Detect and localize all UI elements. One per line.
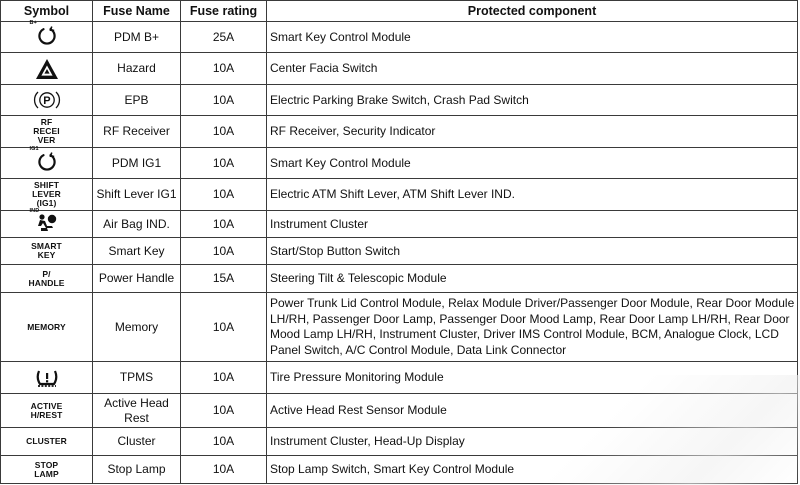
header-fuse-rating: Fuse rating	[181, 1, 267, 22]
fuse-rating-cell: 15A	[181, 265, 267, 293]
symbol-cell	[1, 208, 93, 238]
table-row	[1, 179, 798, 211]
header-row	[1, 1, 798, 22]
hazard-triangle-icon	[35, 58, 59, 80]
symbol-label: P/ HANDLE	[28, 268, 65, 288]
protected-component-cell: Center Facia Switch	[267, 53, 798, 85]
symbol-cell	[1, 456, 93, 484]
header-fuse-name: Fuse Name	[93, 1, 181, 22]
fuse-rating-cell: 10A	[181, 238, 267, 265]
symbol-label: B+	[29, 20, 37, 26]
fuse-rating-cell: 10A	[181, 116, 267, 148]
power-circle-icon	[36, 25, 58, 47]
table-row	[1, 85, 798, 116]
fuse-rating-cell: 10A	[181, 456, 267, 484]
fuse-rating-cell: 25A	[181, 22, 267, 53]
protected-component-cell: Smart Key Control Module	[267, 148, 798, 179]
protected-component-cell: Power Trunk Lid Control Module, Relax Module Driver/Passenger Door Module, Rear Door Module LH/RH, Passenger Door Lamp, Passenger Door Mood Lamp, Rear Door Lamp LH/RH, Rear Door Mood Lamp LH/RH, Instrument Cluster, Driver IMS Control Module, BCM, Analogue Clock, LCD Panel Switch, A/C Control Module, Data Link Connector	[267, 293, 798, 362]
symbol-cell	[1, 293, 93, 362]
table-row	[1, 148, 798, 179]
fuse-name-cell: Shift Lever IG1	[93, 179, 181, 211]
symbol-label: RF RECEI VER	[33, 117, 60, 145]
fuse-name-cell: Cluster	[93, 428, 181, 456]
symbol-cell	[1, 53, 93, 85]
fuse-name-cell: Active Head Rest	[93, 394, 181, 428]
fuse-rating-cell: 10A	[181, 53, 267, 85]
symbol-cell	[1, 148, 93, 179]
header-symbol: Symbol	[1, 1, 93, 22]
fuse-name-cell: PDM IG1	[93, 148, 181, 179]
parking-brake-icon	[32, 89, 62, 111]
table-row	[1, 238, 798, 265]
table-row	[1, 394, 798, 428]
symbol-label: IND	[29, 208, 40, 214]
fuse-name-cell: EPB	[93, 85, 181, 116]
symbol-label: IG1	[29, 146, 39, 152]
table-row	[1, 53, 798, 85]
fuse-rating-cell: 10A	[181, 428, 267, 456]
symbol-label: CLUSTER	[26, 436, 67, 446]
protected-component-cell: Tire Pressure Monitoring Module	[267, 362, 798, 394]
table-row	[1, 265, 798, 293]
symbol-label: MEMORY	[27, 321, 66, 332]
protected-component-cell: Active Head Rest Sensor Module	[267, 394, 798, 428]
protected-component-cell: Steering Tilt & Telescopic Module	[267, 265, 798, 293]
fuse-rating-cell: 10A	[181, 394, 267, 428]
parking-brake-letter: P	[42, 95, 51, 107]
symbol-cell	[1, 85, 93, 116]
symbol-label: STOP LAMP	[34, 459, 59, 479]
symbol-cell	[1, 22, 93, 53]
protected-component-cell: Instrument Cluster, Head-Up Display	[267, 428, 798, 456]
symbol-cell	[1, 238, 93, 265]
fuse-name-cell: PDM B+	[93, 22, 181, 53]
protected-component-cell: Electric Parking Brake Switch, Crash Pad Switch	[267, 85, 798, 116]
symbol-label: SHIFT LEVER (IG1)	[32, 180, 61, 208]
fuse-rating-cell: 10A	[181, 148, 267, 179]
protected-component-cell: Start/Stop Button Switch	[267, 238, 798, 265]
fuse-name-cell: Stop Lamp	[93, 456, 181, 484]
table-row	[1, 116, 798, 148]
protected-component-cell: Smart Key Control Module	[267, 22, 798, 53]
table-row	[1, 293, 798, 362]
fuse-name-cell: Air Bag IND.	[93, 211, 181, 238]
symbol-cell	[1, 179, 93, 211]
table-row	[1, 456, 798, 484]
table-row	[1, 22, 798, 53]
symbol-cell	[1, 116, 93, 148]
table-row	[1, 362, 798, 394]
fuse-rating-cell: 10A	[181, 85, 267, 116]
symbol-cell	[1, 428, 93, 456]
fuse-rating-cell: 10A	[181, 179, 267, 211]
fuse-name-cell: Power Handle	[93, 265, 181, 293]
symbol-label: SMART KEY	[31, 241, 62, 260]
symbol-cell	[1, 394, 93, 428]
tire-pressure-icon	[35, 368, 59, 388]
header-protected-component: Protected component	[267, 1, 798, 22]
airbag-icon	[36, 213, 58, 233]
symbol-cell	[1, 362, 93, 394]
table-row	[1, 211, 798, 238]
table-row	[1, 428, 798, 456]
power-circle-icon	[36, 151, 58, 173]
fuse-rating-cell: 10A	[181, 362, 267, 394]
protected-component-cell: Instrument Cluster	[267, 211, 798, 238]
protected-component-cell: Stop Lamp Switch, Smart Key Control Module	[267, 456, 798, 484]
fuse-rating-cell: 10A	[181, 211, 267, 238]
fuse-name-cell: Hazard	[93, 53, 181, 85]
fuse-name-cell: Memory	[93, 293, 181, 362]
fuse-rating-cell: 10A	[181, 293, 267, 362]
symbol-cell	[1, 265, 93, 293]
protected-component-cell: Electric ATM Shift Lever, ATM Shift Lever IND.	[267, 179, 798, 211]
protected-component-cell: RF Receiver, Security Indicator	[267, 116, 798, 148]
symbol-label: ACTIVE H/REST	[30, 400, 63, 420]
fuse-name-cell: Smart Key	[93, 238, 181, 265]
fuse-name-cell: TPMS	[93, 362, 181, 394]
fuse-name-cell: RF Receiver	[93, 116, 181, 148]
